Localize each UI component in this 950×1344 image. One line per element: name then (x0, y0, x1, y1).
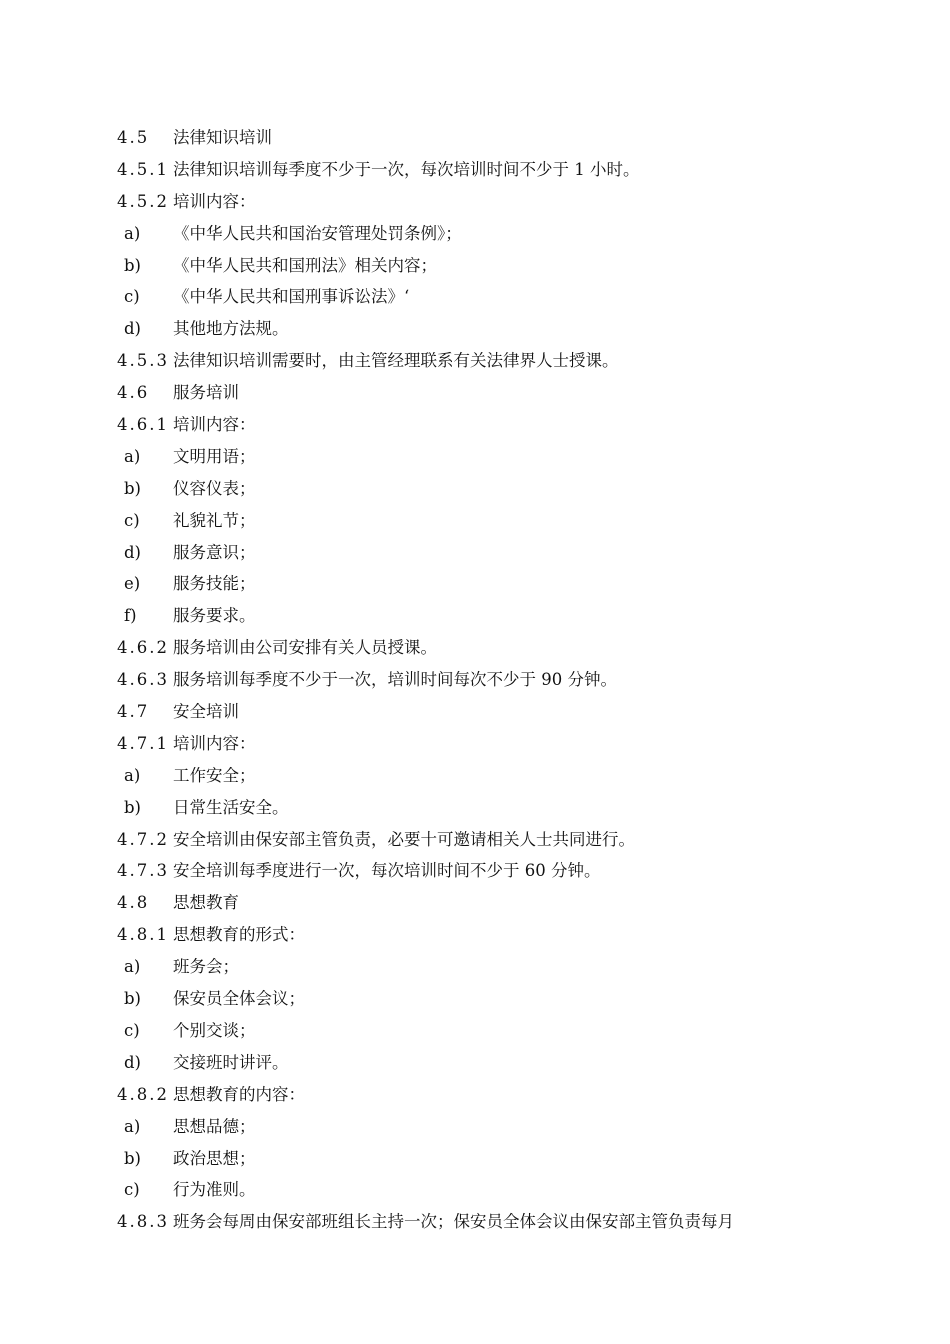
list-marker: e) (124, 574, 141, 594)
list-item (0, 1143, 950, 1175)
clause (0, 855, 950, 887)
clause (0, 632, 950, 664)
list-item (0, 760, 950, 792)
clause-text: 法律知识培训每季度不少于一次，每次培训时间不少于 1 小时。 (173, 159, 640, 179)
clause-text: 保安员全体会议； (173, 989, 305, 1009)
list-marker: b) (124, 255, 141, 275)
list-marker: a) (124, 446, 141, 466)
clause-text: 服务培训由公司安排有关人员授课。 (173, 638, 437, 658)
clause (0, 824, 950, 856)
clause-text: 班务会每周由保安部班组长主持一次；保安员全体会议由保安部主管负责每月 (173, 1212, 734, 1232)
clause-number: 4.5.1 (117, 159, 169, 179)
clause (0, 919, 950, 951)
clause-text: 仪容仪表； (173, 478, 256, 498)
clause-text: 班务会； (173, 957, 239, 977)
section-title: 服务培训 (173, 383, 239, 403)
clause-text: 服务要求。 (173, 606, 256, 626)
clause-number: 4.8.3 (117, 1212, 169, 1232)
list-marker: c) (124, 1180, 140, 1200)
list-marker: a) (124, 957, 141, 977)
section-heading (0, 887, 950, 919)
clause-text: 培训内容： (173, 415, 256, 435)
list-item (0, 250, 950, 282)
clause (0, 664, 950, 696)
clause-number: 4.6.3 (117, 670, 169, 690)
clause-text: 《中华人民共和国刑事诉讼法》‘ (173, 287, 410, 307)
list-item (0, 1015, 950, 1047)
clause-number: 4.5.2 (117, 191, 169, 211)
clause (0, 154, 950, 186)
clause (0, 345, 950, 377)
document-body (0, 122, 950, 1238)
clause-text: 文明用语； (173, 446, 256, 466)
list-marker: b) (124, 797, 141, 817)
section-heading (0, 377, 950, 409)
clause-text: 培训内容： (173, 191, 256, 211)
clause (0, 1079, 950, 1111)
clause-text: 政治思想； (173, 1148, 256, 1168)
section-title: 安全培训 (173, 702, 239, 722)
list-marker: c) (124, 510, 140, 530)
section-title: 法律知识培训 (173, 128, 272, 147)
clause-number: 4.7 (117, 702, 150, 722)
clause-text: 交接班时讲评。 (173, 1052, 289, 1072)
list-item (0, 1174, 950, 1206)
clause-number: 4.6.1 (117, 415, 169, 435)
clause-text: 思想教育的形式： (173, 925, 305, 945)
clause-number: 4.5.3 (117, 351, 169, 371)
list-item (0, 281, 950, 313)
clause-text: 培训内容： (173, 733, 256, 753)
list-marker: d) (124, 319, 141, 339)
clause-number: 4.6.2 (117, 638, 169, 658)
clause-number: 4.7.3 (117, 861, 169, 881)
clause-text: 安全培训每季度进行一次，每次培训时间不少于 60 分钟。 (173, 861, 601, 881)
list-item (0, 600, 950, 632)
list-marker: f) (124, 606, 137, 626)
list-item (0, 1047, 950, 1079)
clause-text: 思想教育的内容： (173, 1084, 305, 1104)
clause (0, 409, 950, 441)
list-item (0, 473, 950, 505)
clause-text: 服务培训每季度不少于一次，培训时间每次不少于 90 分钟。 (173, 670, 617, 690)
list-marker: a) (124, 765, 141, 785)
section-title: 思想教育 (173, 893, 239, 913)
list-marker: a) (124, 223, 141, 243)
list-item (0, 218, 950, 250)
clause-text: 个别交谈； (173, 1020, 256, 1040)
list-marker: c) (124, 1020, 140, 1040)
clause-text: 思想品德； (173, 1116, 256, 1136)
clause-text: 《中华人民共和国治安管理处罚条例》； (173, 223, 462, 243)
list-marker: b) (124, 1148, 141, 1168)
list-marker: d) (124, 1052, 141, 1072)
clause-text: 法律知识培训需要时，由主管经理联系有关法律界人士授课。 (173, 351, 619, 371)
list-item (0, 951, 950, 983)
list-marker: b) (124, 989, 141, 1009)
clause-text: 行为准则。 (173, 1180, 256, 1200)
clause-number: 4.6 (117, 383, 150, 403)
clause-text: 其他地方法规。 (173, 319, 289, 339)
list-item (0, 505, 950, 537)
section-heading (0, 696, 950, 728)
clause-number: 4.5 (117, 128, 150, 147)
list-item (0, 537, 950, 569)
clause-text: 工作安全； (173, 765, 256, 785)
list-item (0, 983, 950, 1015)
list-item (0, 568, 950, 600)
clause-text: 服务技能； (173, 574, 256, 594)
list-item (0, 441, 950, 473)
clause (0, 186, 950, 218)
clause-number: 4.7.1 (117, 733, 169, 753)
list-item (0, 1111, 950, 1143)
list-marker: d) (124, 542, 141, 562)
list-marker: b) (124, 478, 141, 498)
clause-text: 《中华人民共和国刑法》相关内容； (173, 255, 437, 275)
clause-text: 礼貌礼节； (173, 510, 256, 530)
clause-text: 日常生活安全。 (173, 797, 289, 817)
list-item (0, 313, 950, 345)
list-marker: c) (124, 287, 140, 307)
clause-number: 4.8.1 (117, 925, 169, 945)
clause-text: 安全培训由保安部主管负责，必要十可邀请相关人士共同进行。 (173, 829, 635, 849)
clause-number: 4.8.2 (117, 1084, 169, 1104)
clause (0, 728, 950, 760)
clause-number: 4.7.2 (117, 829, 169, 849)
section-heading (0, 122, 950, 154)
clause-text: 服务意识； (173, 542, 256, 562)
list-item (0, 792, 950, 824)
list-marker: a) (124, 1116, 141, 1136)
clause (0, 1206, 950, 1238)
clause-number: 4.8 (117, 893, 150, 913)
